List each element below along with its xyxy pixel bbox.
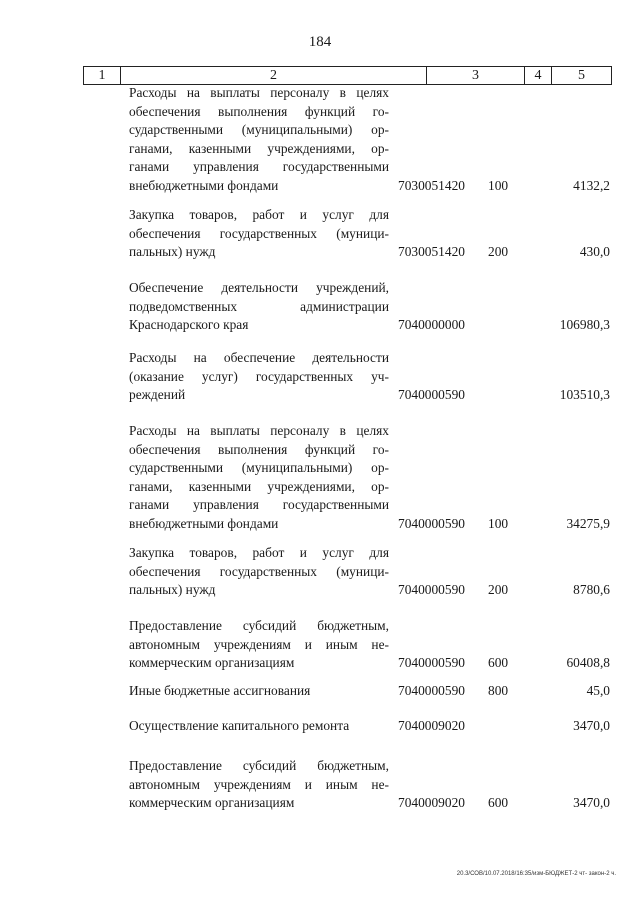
amount-value: 45,0 [586, 683, 610, 698]
description-line: пальных) нужд [129, 582, 216, 597]
expense-type-code: 800 [488, 683, 509, 698]
header-cell-5: 5 [578, 68, 585, 83]
row-description [129, 206, 389, 262]
amount-value: 8780,6 [573, 582, 610, 597]
description-line: Обеспечение деятельности учреждений, [129, 280, 389, 295]
description-line: обеспечения выполнения функций го- [129, 103, 389, 119]
description-line: обеспечения государственных (муници- [129, 563, 389, 579]
description-line: Расходы на обеспечение деятельности [129, 350, 389, 365]
description-line: Закупка товаров, работ и услуг для [129, 207, 389, 222]
description-line: Предоставление субсидий бюджетным, [129, 758, 389, 773]
description-line: коммерческим организациям [129, 655, 295, 670]
description-line: ганами, казенными учреждениями, ор- [129, 140, 389, 156]
description-line: Осуществление капитального ремонта [129, 718, 350, 733]
description-line: Иные бюджетные ассигнования [129, 683, 311, 698]
description-line: сударственными (муниципальными) ор- [129, 460, 389, 475]
target-article-code: 7030051420 [398, 177, 465, 193]
expense-type-code: 200 [488, 582, 509, 597]
amount-value: 3470,0 [573, 718, 610, 733]
target-article-code: 7040000590 [398, 582, 465, 597]
page-number: 184 [308, 34, 332, 50]
amount-value: 60408,8 [566, 655, 610, 670]
description-line: (оказание услуг) государственных уч- [129, 368, 389, 384]
expense-type-code: 100 [488, 515, 509, 531]
row-description [129, 422, 389, 533]
description-line: внебюджетными фондами [129, 515, 279, 531]
target-article-code: 7040009020 [398, 795, 465, 810]
header-cell-4: 4 [525, 67, 552, 84]
amount-value: 4132,2 [573, 177, 610, 193]
description-line: внебюджетными фондами [129, 177, 279, 193]
target-article-code: 7040000590 [398, 683, 465, 698]
amount-value: 34275,9 [566, 515, 610, 531]
row-description [129, 84, 389, 195]
header-cell-3: 3 [427, 67, 525, 84]
description-line: Расходы на выплаты персоналу в целях [129, 423, 389, 438]
description-line: ганами управления государственными [129, 159, 389, 174]
expense-type-code: 100 [488, 177, 509, 193]
description-line: Предоставление субсидий бюджетным, [129, 618, 389, 633]
row-description [129, 279, 389, 335]
target-article-code: 7040000590 [398, 515, 465, 531]
description-line: пальных) нужд [129, 244, 216, 259]
description-line: коммерческим организациям [129, 795, 295, 810]
description-line: реждений [129, 387, 186, 402]
description-line: Краснодарского края [129, 317, 249, 332]
header-cell-1: 1 [84, 67, 121, 84]
description-line: обеспечения государственных (муници- [129, 225, 389, 241]
description-line: Расходы на выплаты персоналу в целях [129, 85, 389, 100]
amount-value: 106980,3 [559, 317, 610, 332]
expense-type-code: 600 [488, 655, 509, 670]
footer-stamp: 20.3/СОВ/10.07.2018/16:35/изм-БЮДЖЕТ-2 чт- закон-2 ч. [456, 871, 616, 877]
description-line: ганами управления государственными [129, 497, 389, 512]
description-line: подведомственных администрации [129, 298, 389, 314]
description-line: автономным учреждениям и иным не- [129, 636, 389, 652]
target-article-code: 7040000590 [398, 655, 465, 670]
row-description [129, 349, 389, 405]
target-article-code: 7040009020 [398, 718, 465, 733]
expense-type-code: 600 [488, 795, 509, 810]
description-line: автономным учреждениям и иным не- [129, 776, 389, 792]
target-article-code: 7030051420 [398, 244, 465, 259]
description-line: ганами, казенными учреждениями, ор- [129, 478, 389, 494]
row-description [129, 717, 389, 736]
expense-type-code: 200 [488, 244, 509, 259]
header-cell-2: 2 [121, 67, 427, 84]
row-description [129, 544, 389, 600]
row-description [129, 757, 389, 813]
amount-value: 430,0 [579, 244, 610, 259]
amount-value: 103510,3 [559, 387, 610, 402]
row-description [129, 682, 389, 701]
description-line: сударственными (муниципальными) ор- [129, 122, 389, 137]
row-description [129, 617, 389, 673]
target-article-code: 7040000590 [398, 387, 465, 402]
target-article-code: 7040000000 [398, 317, 465, 332]
description-line: Закупка товаров, работ и услуг для [129, 545, 389, 560]
table-header-row [83, 66, 612, 85]
description-line: обеспечения выполнения функций го- [129, 441, 389, 457]
amount-value: 3470,0 [573, 795, 610, 810]
